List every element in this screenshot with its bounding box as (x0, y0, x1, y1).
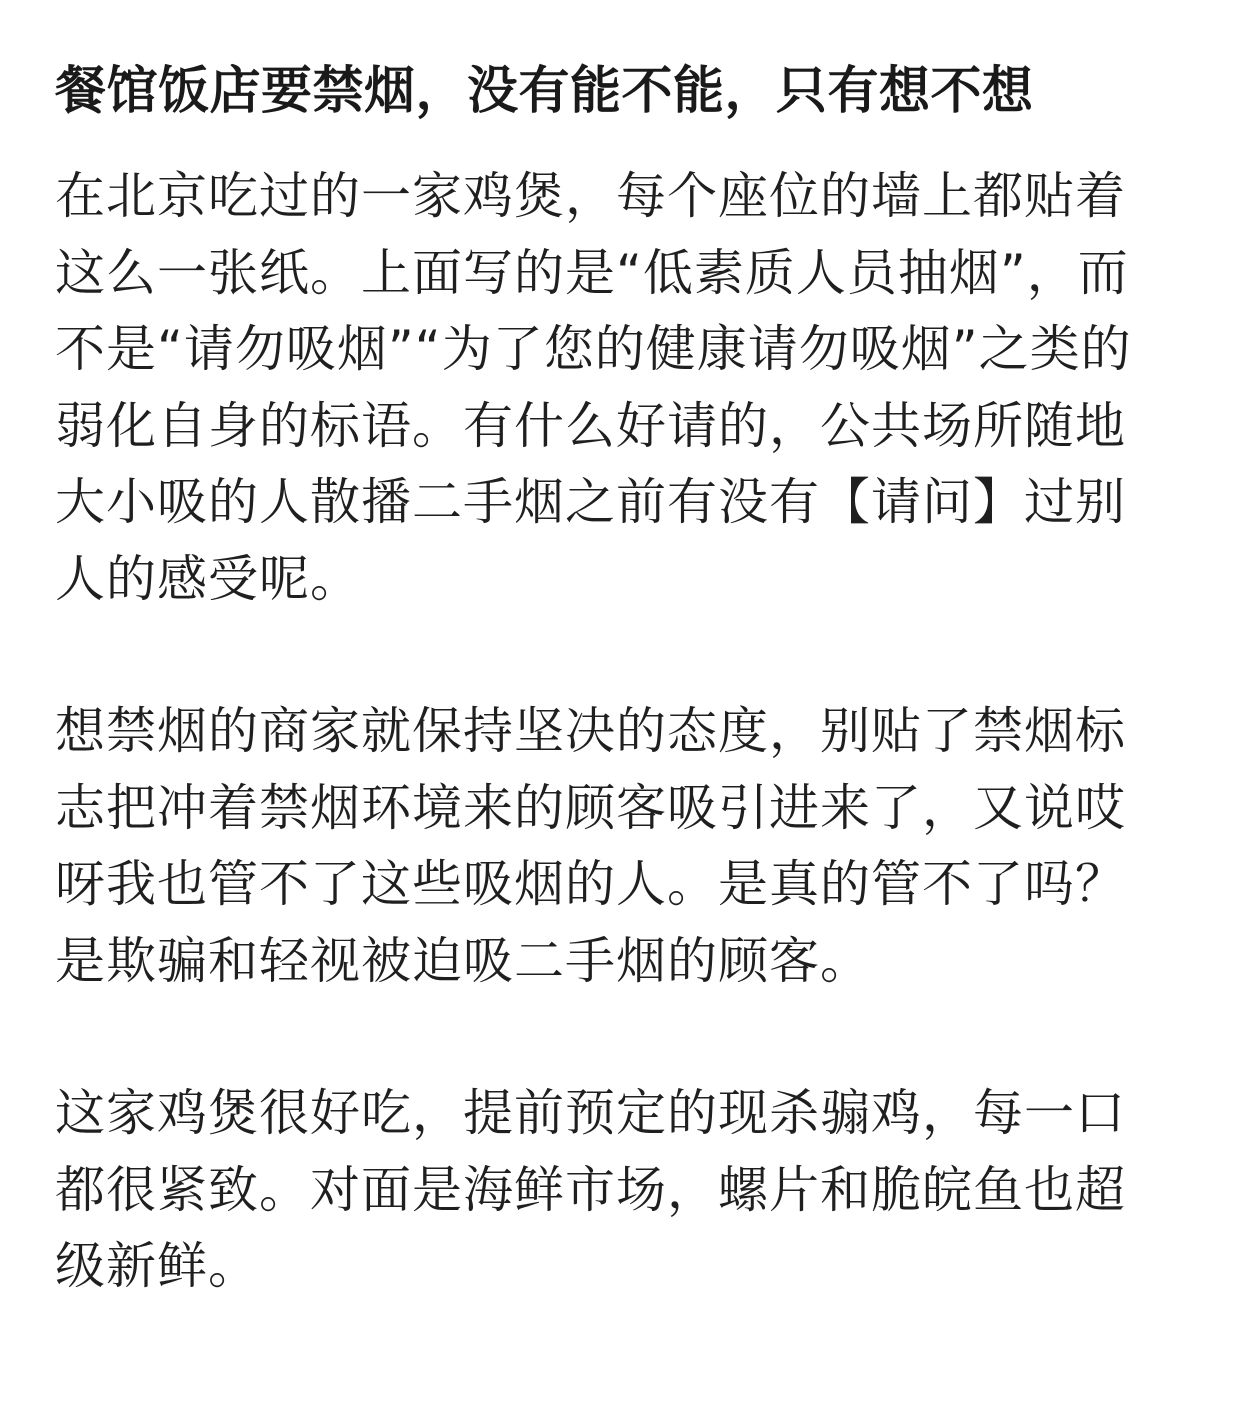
article-paragraph-3: 这家鸡煲很好吃，提前预定的现杀骟鸡，每一口都很紧致。对面是海鲜市场，螺片和脆皖鱼也超级新鲜。 (55, 1084, 1126, 1295)
article-paragraph-1: 在北京吃过的一家鸡煲，每个座位的墙上都贴着这么一张纸。上面写的是“低素质人员抽烟”，而不是“请勿吸烟”“为了您的健康请勿吸烟”之类的弱化自身的标语。有什么好请的，公共场所随地大小吸的人散播二手烟之前有没有【请问】过别人的感受呢。 (55, 167, 1132, 608)
article (55, 52, 1165, 1305)
article-paragraph-2: 想禁烟的商家就保持坚决的态度，别贴了禁烟标志把冲着禁烟环境来的顾客吸引进来了，又说哎呀我也管不了这些吸烟的人。是真的管不了吗？是欺骗和轻视被迫吸二手烟的顾客。 (55, 702, 1126, 990)
article-title: 餐馆饭店要禁烟，没有能不能，只有想不想 (55, 62, 1034, 121)
paragraph-spacer (55, 999, 1165, 1075)
paragraph-spacer (55, 617, 1165, 693)
